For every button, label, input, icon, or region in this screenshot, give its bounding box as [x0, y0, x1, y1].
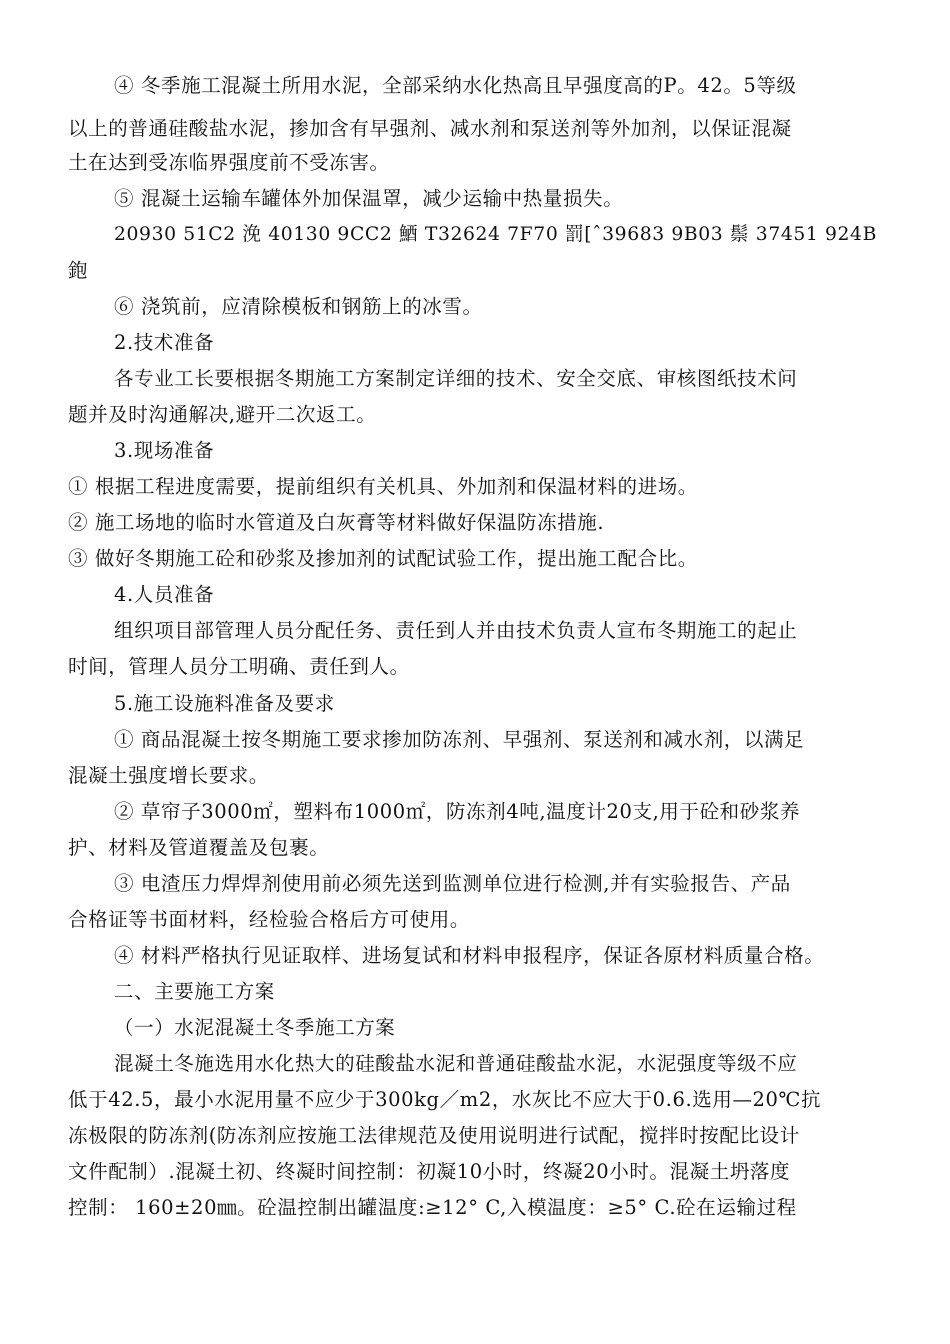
paragraph-line: ⑥ 浇筑前，应清除模板和钢筋上的冰雪。: [114, 295, 483, 318]
paragraph-line: 组织项目部管理人员分配任务、责任到人并由技术负责人宣布冬期施工的起止: [114, 619, 798, 642]
paragraph-line: ① 根据工程进度需要，提前组织有关机具、外加剂和保温材料的进场。: [68, 475, 698, 498]
section-heading: 4.人员准备: [114, 583, 215, 606]
section-heading: 3.现场准备: [114, 439, 215, 462]
paragraph-line: 混凝土强度增长要求。: [68, 764, 270, 787]
garbled-text-line: 20930 51C2 浼 40130 9CC2 鯂 T32624 7F70 罰[ˆ39683 9B03 鬃 37451 924B: [114, 224, 877, 245]
paragraph-line: ⑤ 混凝土运输车罐体外加保温罩，减少运输中热量损失。: [114, 187, 624, 210]
paragraph-line: 以上的普通硅酸盐水泥，掺加含有早强剂、减水剂和泵送剂等外加剂，以保证混凝: [68, 117, 792, 140]
paragraph-line: 文件配制）.混凝土初、终凝时间控制：初凝10小时，终凝20小时。混凝土坍落度: [68, 1160, 791, 1183]
paragraph-line: 冻极限的防冻剂(防冻剂应按施工法律规范及使用说明进行试配，搅拌时按配比设计: [68, 1124, 800, 1147]
paragraph-line: ③ 做好冬期施工砼和砂浆及掺加剂的试配试验工作，提出施工配合比。: [68, 547, 698, 570]
paragraph-line: 时间，管理人员分工明确、责任到人。: [68, 655, 410, 678]
paragraph-line: 合格证等书面材料，经检验合格后方可使用。: [68, 908, 471, 931]
paragraph-line: 护、材料及管道覆盖及包裹。: [68, 836, 330, 859]
paragraph-line: ③ 电渣压力焊焊剂使用前必须先送到监测单位进行检测,并有实验报告、产品: [114, 872, 791, 895]
paragraph-line: 各专业工长要根据冬期施工方案制定详细的技术、安全交底、审核图纸技术问: [114, 367, 798, 390]
chapter-heading: 二、主要施工方案: [114, 980, 275, 1003]
section-heading: 5.施工设施料准备及要求: [114, 692, 335, 715]
section-heading: 2.技术准备: [114, 331, 215, 354]
garbled-text-line: 鉋: [68, 259, 89, 282]
paragraph-line: ② 施工场地的临时水管道及白灰膏等材料做好保温防冻措施.: [68, 511, 605, 534]
paragraph-line: ② 草帘子3000㎡，塑料布1000㎡，防冻剂4吨,温度计20支,用于砼和砂浆养: [114, 800, 801, 823]
paragraph-line: 土在达到受冻临界强度前不受冻害。: [68, 151, 390, 174]
subsection-heading: （一）水泥混凝土冬季施工方案: [114, 1016, 396, 1039]
paragraph-line: ④ 冬季施工混凝土所用水泥，全部采纳水化热高且早强度高的P。42。5等级: [114, 74, 797, 97]
paragraph-line: 题并及时沟通解决,避开二次返工。: [68, 403, 377, 426]
paragraph-line: 控制： 160±20㎜。砼温控制出罐温度:≥12° C,入模温度：≥5° C.砼在运输过程: [68, 1196, 797, 1219]
paragraph-line: ① 商品混凝土按冬期施工要求掺加防冻剂、早强剂、泵送剂和减水剂，以满足: [114, 728, 805, 751]
paragraph-line: 低于42.5，最小水泥用量不应少于300kg／m2，水灰比不应大于0.6.选用—20℃抗: [68, 1088, 822, 1111]
paragraph-line: ④ 材料严格执行见证取样、进场复试和材料申报程序，保证各原材料质量合格。: [114, 944, 825, 967]
paragraph-line: 混凝土冬施选用水化热大的硅酸盐水泥和普通硅酸盐水泥，水泥强度等级不应: [114, 1052, 798, 1075]
